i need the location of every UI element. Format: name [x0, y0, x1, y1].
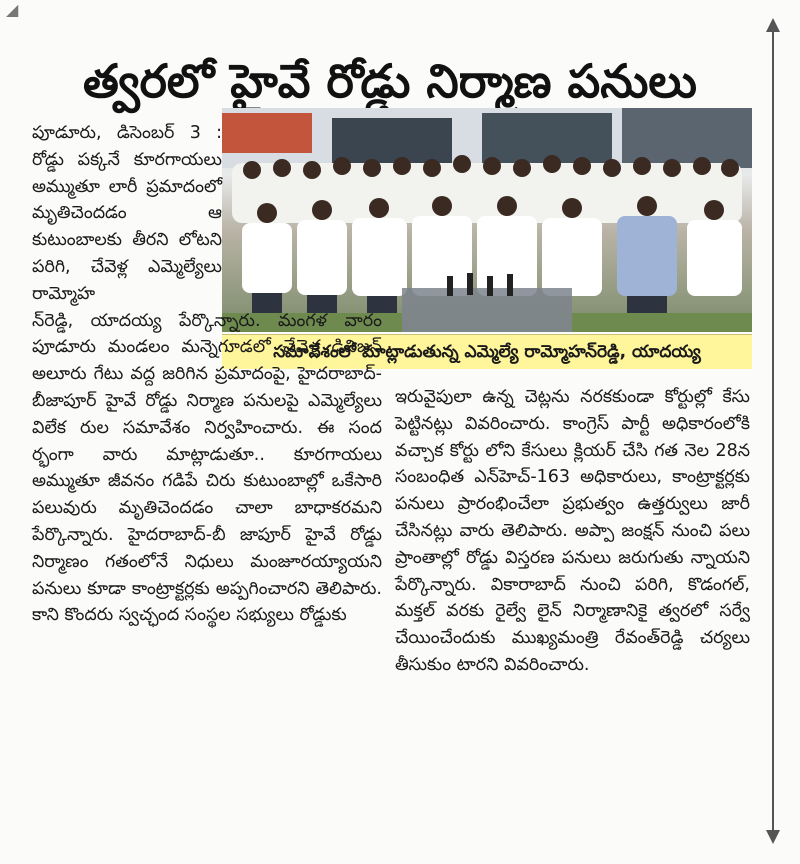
- vertical-rule: [772, 32, 774, 830]
- arrow-up-icon: [766, 18, 780, 32]
- arrow-down-icon: [766, 830, 780, 844]
- corner-mark: ◢: [6, 0, 19, 19]
- article-column-1-body: న్‌రెడ్డి, యాదయ్య పేర్కొన్నారు. మంగళ వారం పూడూరు మండలం మన్నెగూడలో చేవెళ్ల డివిజన్ అలూరు గేటు వద్ద జరిగిన ప్రమాదంపై, హైదరాబాద్-బీజాపూర్ హైవే రోడ్డు నిర్మాణ పనులపై ఎమ్మెల్యేలు విలేక రుల సమావేశం నిర్వహించారు. ఈ సంద ర్భంగా వారు మాట్లాడుతూ.. కూరగాయలు అమ్ముతూ జీవనం గడిపే చిరు కుటుంబాల్లో ఒకేసారి పలువురు మృతిచెందడం చాలా బాధాకరమని పేర్కొన్నారు. హైదరాబాద్-బీ జాపూర్ హైవే రోడ్డు నిర్మాణం గతంలోనే నిధులు మంజూరయ్యాయని పనులు కూడా కాంట్రాక్టర్లకు అప్పగించారని తెలిపారు. కాని కొందరు స్వచ్ఛంద సంస్థల సభ్యులు రోడ్డుకు: [32, 310, 382, 626]
- headline: త్వరలో హైవే రోడ్డు నిర్మాణ పనులు: [83, 53, 697, 108]
- photo-caption: సమావేశంలో మాట్లాడుతున్న ఎమ్మెల్యే రామ్మోహన్‌రెడ్డి, యాదయ్య: [222, 334, 752, 369]
- article-column-2: ఇరువైపులా ఉన్న చెట్లను నరకకుండా కోర్టుల్లో కేసు పెట్టినట్లు వివరించారు. కాంగ్రెస్ పార్టీ అధికారంలోకి వచ్చాక కోర్టు లోని కేసులు క్లియర్ చేసి గత నెల 28న సంబంధిత ఎన్‌హెచ్-163 అధికారులు, కాంట్రాక్టర్లకు పనులు ప్రారంభించేలా ప్రభుత్వం ఉత్తర్వులు జారీ చేసినట్లు వారు తెలిపారు. అప్పా జంక్షన్ నుంచి పలు ప్రాంతాల్లో రోడ్డు విస్తరణ పనులు జరుగుతు న్నాయని పేర్కొన్నారు. వికారాబాద్ నుంచి పరిగి, కొడంగల్, మక్తల్ వరకు రైల్వే లైన్ నిర్మాణానికై త్వరలో సర్వే చేయించేందుకు ముఖ్యమంత్రి రేవంత్‌రెడ్డి చర్యలు తీసుకుం టారని వివరించారు.: [395, 387, 750, 675]
- article-intro-paragraph: పూడూరు, డిసెంబర్ 3 : రోడ్డు పక్కనే కూరగాయలు అమ్ముతూ లారీ ప్రమాదంలో మృతిచెందడం ఆ కుటుంబాలకు తీరని లోటని పరిగి, చేవెళ్ల ఎమ్మెల్యేలు రామ్మోహ: [32, 123, 222, 304]
- article-column-1: [32, 120, 382, 629]
